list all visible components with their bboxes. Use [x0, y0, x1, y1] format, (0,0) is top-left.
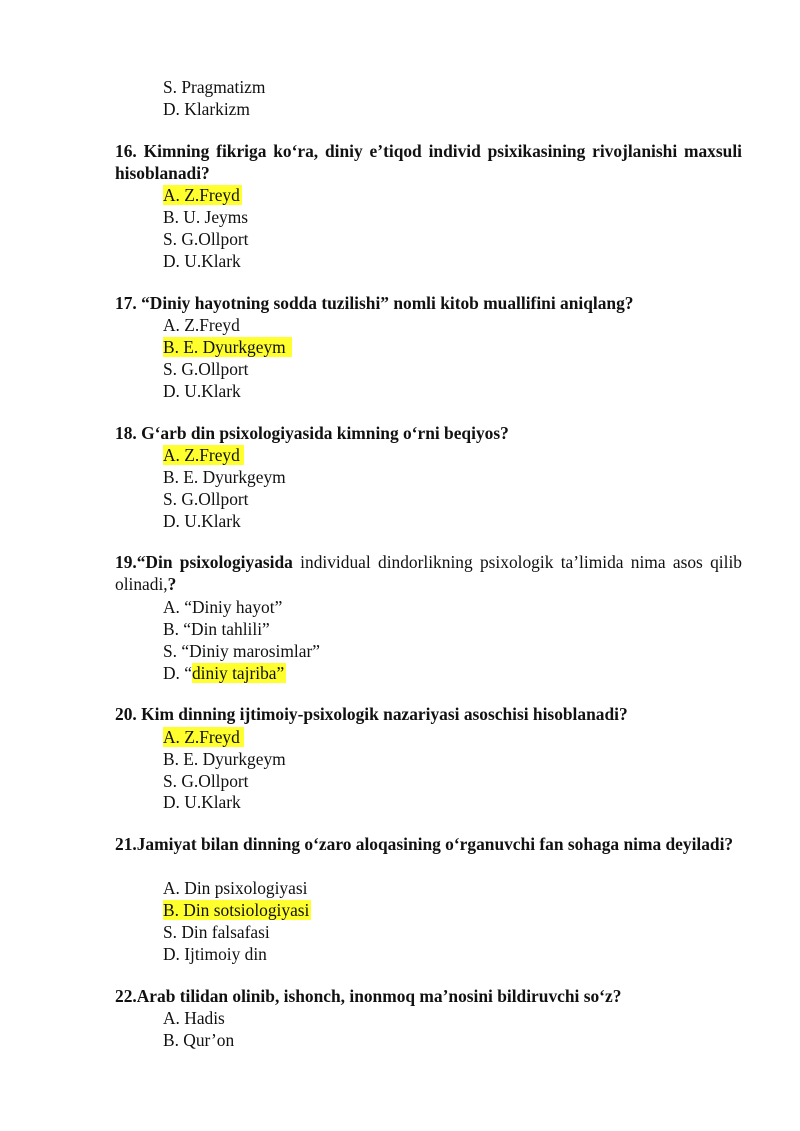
question-17: 17. “Diniy hayotning sodda tuzilishi” nomli kitob muallifini aniqlang? — [115, 293, 634, 313]
q20-option-a — [163, 726, 244, 748]
q17-option-d: D. U.Klark — [163, 381, 241, 401]
answer-highlight: diniy tajriba” — [191, 663, 285, 683]
q22-option-b: B. Qur’on — [163, 1030, 235, 1050]
q20-option-s: S. G.Ollport — [163, 771, 249, 791]
option-s-pragmatizm: S. Pragmatizm — [163, 77, 266, 97]
answer-highlight: B. E. Dyurkgeym — [163, 337, 292, 357]
q19-option-a: A. “Diniy hayot” — [163, 597, 283, 617]
q19-end-mark: ? — [167, 573, 177, 594]
q16-option-d: D. U.Klark — [163, 251, 241, 271]
q17-option-b — [163, 336, 292, 358]
q20-option-d: D. U.Klark — [163, 792, 241, 812]
q19-bold-part: 19.“Din psixologiyasida — [115, 552, 293, 572]
q19-option-s: S. “Diniy marosimlar” — [163, 641, 320, 661]
question-22: 22.Arab tilidan olinib, ishonch, inonmoq ma’nosini bildiruvchi so‘z? — [115, 986, 622, 1006]
answer-highlight: A. Z.Freyd — [163, 727, 244, 747]
q20-option-b: B. E. Dyurkgeym — [163, 749, 286, 769]
q17-option-s: S. G.Ollport — [163, 359, 249, 379]
q19-option-b: B. “Din tahlili” — [163, 619, 270, 639]
question-18: 18. G‘arb din psixologiyasida kimning o‘rni beqiyos? — [115, 423, 509, 443]
q17-option-a: A. Z.Freyd — [163, 315, 240, 335]
q19-option-d-prefix: D. “ — [163, 663, 192, 683]
answer-highlight: A. Z.Freyd — [163, 445, 244, 465]
answer-highlight: B. Din sotsiologiyasi — [163, 900, 310, 920]
question-21: 21.Jamiyat bilan dinning o‘zaro aloqasining o‘rganuvchi fan sohaga nima deyiladi? — [115, 834, 734, 854]
q21-option-a: A. Din psixologiyasi — [163, 878, 308, 898]
q21-option-s: S. Din falsafasi — [163, 922, 270, 942]
q21-option-d: D. Ijtimoiy din — [163, 944, 267, 964]
q22-option-a: A. Hadis — [163, 1008, 225, 1028]
question-20: 20. Kim dinning ijtimoiy-psixologik nazariyasi asoschisi hisoblanadi? — [115, 704, 628, 724]
option-d-klarkizm: D. Klarkizm — [163, 99, 250, 119]
question-19 — [115, 552, 742, 595]
q18-option-a — [163, 444, 244, 466]
answer-highlight: A. Z.Freyd — [163, 185, 240, 205]
q18-option-b: B. E. Dyurkgeym — [163, 467, 286, 487]
q19-normal-part: individual dindorlikning psixologik ta’limida nima asos qilib olinadi, — [115, 552, 742, 594]
question-16: 16. Kimning fikriga ko‘ra, diniy e’tiqod individ psixikasining rivojlanishi maxsuli hisoblanadi? — [115, 141, 742, 183]
q18-option-d: D. U.Klark — [163, 511, 241, 531]
q16-option-b: B. U. Jeyms — [163, 207, 249, 227]
q19-option-d — [163, 662, 286, 684]
q16-option-s: S. G.Ollport — [163, 229, 249, 249]
q16-option-a — [163, 184, 242, 206]
q21-option-b — [163, 899, 311, 921]
q18-option-s: S. G.Ollport — [163, 489, 249, 509]
